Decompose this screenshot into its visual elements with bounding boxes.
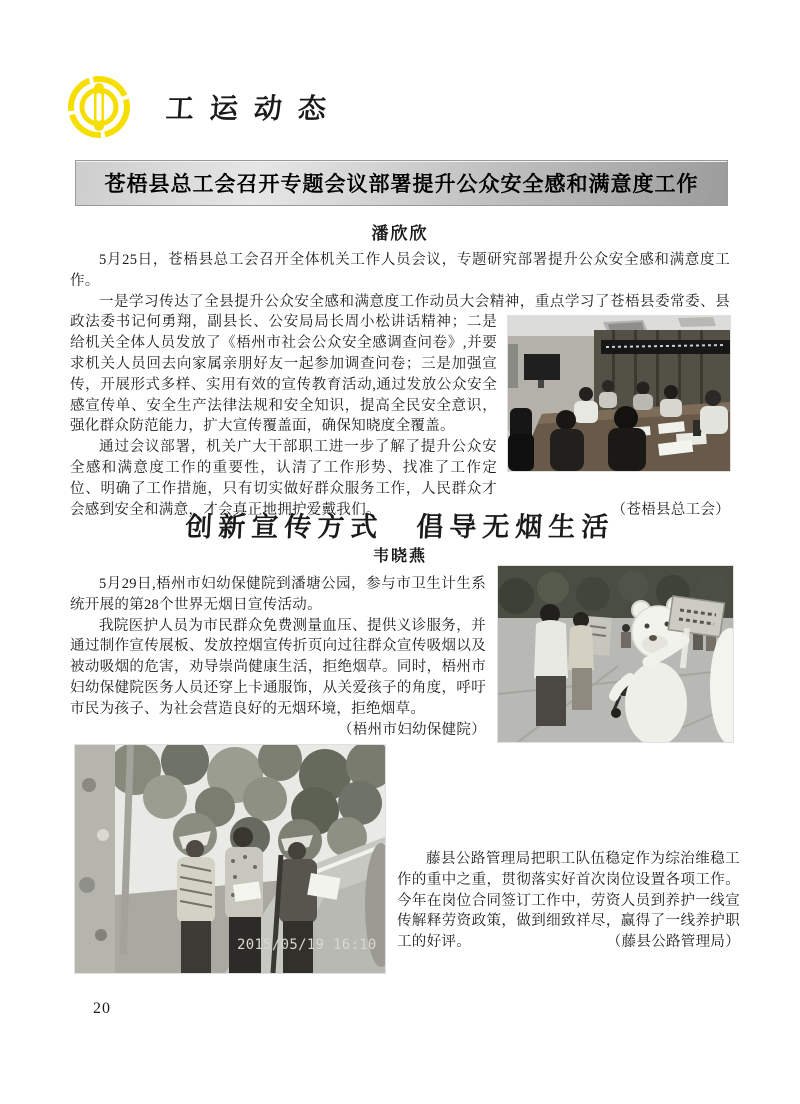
union-logo-icon xyxy=(60,73,138,141)
meeting-photo xyxy=(508,316,730,471)
mascot-photo xyxy=(498,566,733,742)
masthead-title: 工运动态 xyxy=(164,94,343,125)
article2-attribution: （梧州市妇幼保健院） xyxy=(338,721,486,738)
article1-title-bar xyxy=(75,160,728,206)
article1-paragraph-1: 5月25日，苍梧县总工会召开全体机关工作人员会议，专题研究部署提升公众安全感和满意度工作。 xyxy=(70,252,730,289)
article1-author: 潘欣欣 xyxy=(371,224,429,243)
mascot-photo-art xyxy=(498,566,733,742)
article1-title: 苍梧县总工会召开专题会议部署提升公众安全感和满意度工作 xyxy=(104,172,699,196)
article2-paragraph-2: 我院医护人员为市民群众免费测量血压、提供义诊服务，并通过制作宣传展板、发放控烟宣传折页向过往群众宣传吸烟以及被动吸烟的危害，劝导崇尚健康生活，拒绝烟草。同时，梧州市妇幼保健院医务人员还穿上卡通服饰，从关爱孩子的角度，呼吁市民为孩子、为社会营造良好的无烟环境，拒绝烟草。 xyxy=(70,617,486,717)
road-photo-art xyxy=(75,745,385,973)
article2-paragraph-1: 5月29日,梧州市妇幼保健院到潘塘公园，参与市卫生计生系统开展的第28个世界无烟日宣传活动。 xyxy=(70,576,486,613)
article3-section xyxy=(70,745,740,979)
page-number: 20 xyxy=(93,1000,111,1017)
article3-attribution: （藤县公路管理局） xyxy=(606,934,740,951)
article1-body xyxy=(70,250,730,520)
article2-title: 创新宣传方式 倡导无烟生活 xyxy=(184,512,616,542)
road-photo xyxy=(75,745,385,973)
meeting-photo-art xyxy=(508,316,730,471)
article3-paragraph-1: 藤县公路管理局把职工队伍稳定作为综治维稳工作的重中之重，贯彻落实好首次岗位设置各项工作。今年在岗位合同签订工作中，劳资人员到养护一线宣传解释劳资政策，做到细致祥尽，赢得了一线养护职工的好评。 xyxy=(397,851,740,951)
photo-timestamp: 2015/05/19 16:10 xyxy=(237,937,377,953)
article1-paragraph-2: 一是学习传达了全县提升公众安全感和满意度工作动员大会精神，重点学习了苍梧县委常委、县政法委书记何勇翔，副县长、公安局局长周小松讲话精神；二是给机关全体人员发放了《梧州市社会公众安全感调查问卷》,并要求机关人员回去向家属亲朋好友一起参加调查问卷；三是加强宣传，开展形式多样、实用有效的宣传教育活动,通过发放公众安全感宣传单、安全生产法律法规和安全知识，提高全民安全意识，强化群众防范能力，扩大宣传覆盖面，确保知晓度全覆盖。 xyxy=(70,293,730,435)
article1-paragraph-3: 通过会议部署，机关广大干部职工进一步了解了提升公众安全感和满意度工作的重要性，认清了工作形势、找准了工作定位、明确了工作措施，只有切实做好群众服务工作，人民群众才会感到安全和满意，才会真正地拥护爱戴我们。 xyxy=(70,439,497,518)
article2-author: 韦晓燕 xyxy=(372,548,427,565)
article1-attribution: （苍梧县总工会） xyxy=(611,501,730,518)
masthead xyxy=(60,72,342,142)
article2-body xyxy=(70,574,733,752)
